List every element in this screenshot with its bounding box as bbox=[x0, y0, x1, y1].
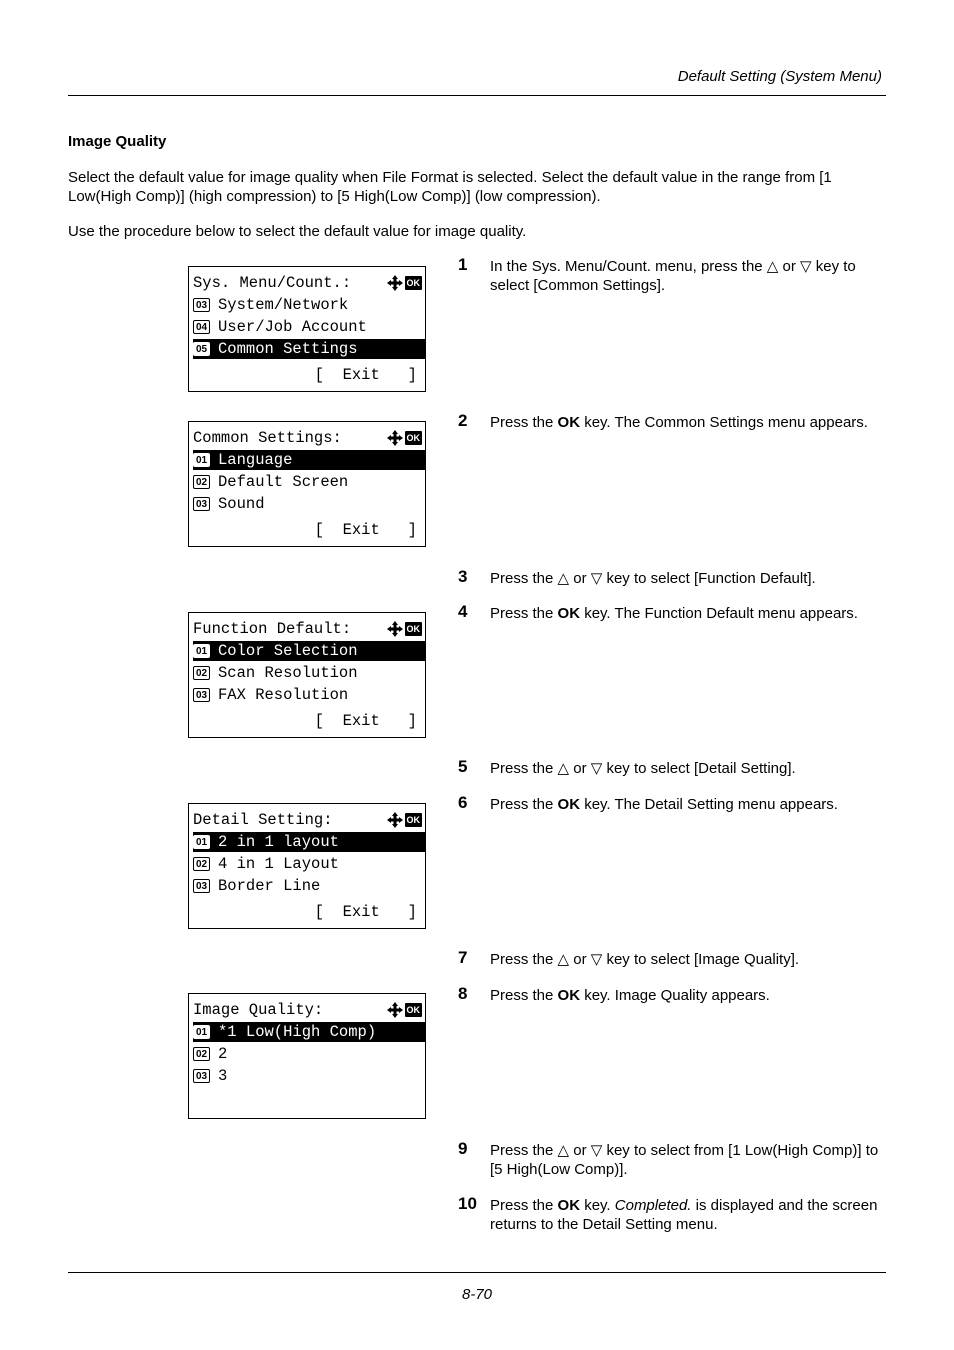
item-label: Default Screen bbox=[218, 473, 349, 491]
lcd-key-icons bbox=[387, 274, 423, 291]
lcd-exit-softkey: [ Exit ] bbox=[314, 521, 417, 539]
item-number-badge: 02 bbox=[193, 1047, 210, 1061]
lcd-menu-item bbox=[193, 832, 425, 852]
item-number-badge: 02 bbox=[193, 666, 210, 680]
item-label: Sound bbox=[218, 495, 265, 513]
step-number: 10 bbox=[458, 1194, 477, 1213]
lcd-screen bbox=[188, 421, 426, 547]
item-number-badge: 03 bbox=[193, 879, 210, 893]
lcd-menu-item bbox=[193, 317, 425, 337]
item-label: 4 in 1 Layout bbox=[218, 855, 339, 873]
lcd-menu-item bbox=[193, 295, 425, 315]
lcd-title: Image Quality: bbox=[193, 1001, 324, 1019]
lcd-screen bbox=[188, 993, 426, 1119]
step-number: 9 bbox=[458, 1139, 468, 1158]
lcd-menu-item bbox=[193, 876, 425, 896]
intro-paragraph: Select the default value for image quality when File Format is selected. Select the default value in the range from [1 Low(High Comp)] (high compression) to [5 High(Low Comp)] (low compression). bbox=[68, 169, 832, 205]
ok-key-icon: OK bbox=[406, 623, 420, 634]
item-label: Border Line bbox=[218, 877, 321, 895]
item-number-badge: 03 bbox=[193, 1069, 210, 1083]
lcd-menu-item bbox=[193, 1044, 425, 1064]
step-text: Press the △ or ▽ key to select from [1 Low(High Comp)] to [5 High(Low Comp)]. bbox=[490, 1142, 879, 1178]
lcd-screen bbox=[188, 612, 426, 738]
lcd-menu-item bbox=[193, 339, 425, 359]
lcd-title: Detail Setting: bbox=[193, 811, 333, 829]
step-text: Press the OK key. The Common Settings menu appears. bbox=[490, 414, 868, 431]
footer-rule bbox=[68, 1272, 886, 1273]
step-text: In the Sys. Menu/Count. menu, press the △ or ▽ key to select [Common Settings]. bbox=[490, 258, 856, 294]
item-label: User/Job Account bbox=[218, 318, 367, 336]
step-number: 5 bbox=[458, 757, 468, 776]
lcd-key-icons bbox=[387, 429, 423, 446]
item-number-badge: 02 bbox=[193, 857, 210, 871]
ok-key-icon: OK bbox=[406, 432, 420, 443]
step-number: 4 bbox=[458, 602, 468, 621]
four-way-arrows-icon bbox=[387, 812, 403, 828]
item-label: System/Network bbox=[218, 296, 349, 314]
step-number: 3 bbox=[458, 567, 468, 586]
item-label: Common Settings bbox=[218, 340, 358, 358]
item-number-badge: 05 bbox=[193, 342, 210, 356]
step-text: Press the OK key. The Function Default menu appears. bbox=[490, 605, 858, 622]
lcd-menu-item bbox=[193, 854, 425, 874]
step-number: 6 bbox=[458, 793, 468, 812]
item-label: Scan Resolution bbox=[218, 664, 358, 682]
step-text: Press the △ or ▽ key to select [Detail Setting]. bbox=[490, 760, 796, 777]
item-label: 2 in 1 layout bbox=[218, 833, 339, 851]
lcd-menu-item bbox=[193, 1022, 425, 1042]
lcd-menu-item bbox=[193, 450, 425, 470]
step-text: Press the OK key. Completed. is displayed and the screen returns to the Detail Setting menu. bbox=[490, 1197, 878, 1233]
lcd-menu-item bbox=[193, 663, 425, 683]
item-label: FAX Resolution bbox=[218, 686, 349, 704]
lcd-exit-softkey: [ Exit ] bbox=[314, 366, 417, 384]
lcd-exit-softkey: [ Exit ] bbox=[314, 903, 417, 921]
page-number: 8-70 bbox=[461, 1286, 493, 1303]
four-way-arrows-icon bbox=[387, 621, 403, 637]
lcd-key-icons bbox=[387, 811, 423, 828]
item-number-badge: 03 bbox=[193, 688, 210, 702]
lcd-exit-softkey: [ Exit ] bbox=[314, 712, 417, 730]
ok-key-icon: OK bbox=[406, 1004, 420, 1015]
section-title: Image Quality bbox=[68, 133, 167, 150]
lcd-screen bbox=[188, 266, 426, 392]
step-number: 1 bbox=[458, 255, 468, 274]
lcd-menu-item bbox=[193, 1066, 425, 1086]
step-text: Press the △ or ▽ key to select [Image Quality]. bbox=[490, 951, 800, 968]
step-text: Press the OK key. The Detail Setting menu appears. bbox=[490, 796, 838, 813]
item-number-badge: 02 bbox=[193, 475, 210, 489]
lcd-title: Function Default: bbox=[193, 620, 352, 638]
item-label: 3 bbox=[218, 1067, 228, 1085]
item-number-badge: 03 bbox=[193, 298, 210, 312]
item-number-badge: 01 bbox=[193, 644, 210, 658]
lcd-key-icons bbox=[387, 620, 423, 637]
item-number-badge: 04 bbox=[193, 320, 210, 334]
four-way-arrows-icon bbox=[387, 1002, 403, 1018]
item-label: 2 bbox=[218, 1045, 228, 1063]
lcd-key-icons bbox=[387, 1001, 423, 1018]
step-text: Press the OK key. Image Quality appears. bbox=[490, 987, 770, 1004]
step-number: 2 bbox=[458, 411, 468, 430]
lcd-title: Sys. Menu/Count.: bbox=[193, 274, 352, 292]
item-number-badge: 03 bbox=[193, 497, 210, 511]
step-text: Press the △ or ▽ key to select [Function Default]. bbox=[490, 570, 816, 587]
lcd-title: Common Settings: bbox=[193, 429, 342, 447]
item-label: *1 Low(High Comp) bbox=[218, 1023, 377, 1041]
item-number-badge: 01 bbox=[193, 453, 210, 467]
lcd-menu-item bbox=[193, 641, 425, 661]
lcd-screen bbox=[188, 803, 426, 929]
item-number-badge: 01 bbox=[193, 835, 210, 849]
ok-key-icon: OK bbox=[406, 277, 420, 288]
lcd-menu-item bbox=[193, 685, 425, 705]
lcd-menu-item bbox=[193, 494, 425, 514]
header-rule bbox=[68, 95, 886, 96]
step-number: 8 bbox=[458, 984, 468, 1003]
four-way-arrows-icon bbox=[387, 275, 403, 291]
item-label: Color Selection bbox=[218, 642, 358, 660]
item-label: Language bbox=[218, 451, 293, 469]
lcd-menu-item bbox=[193, 472, 425, 492]
step-number: 7 bbox=[458, 948, 468, 967]
item-number-badge: 01 bbox=[193, 1025, 210, 1039]
four-way-arrows-icon bbox=[387, 430, 403, 446]
procedure-paragraph: Use the procedure below to select the default value for image quality. bbox=[68, 223, 527, 240]
header-title: Default Setting (System Menu) bbox=[677, 68, 882, 85]
ok-key-icon: OK bbox=[406, 814, 420, 825]
